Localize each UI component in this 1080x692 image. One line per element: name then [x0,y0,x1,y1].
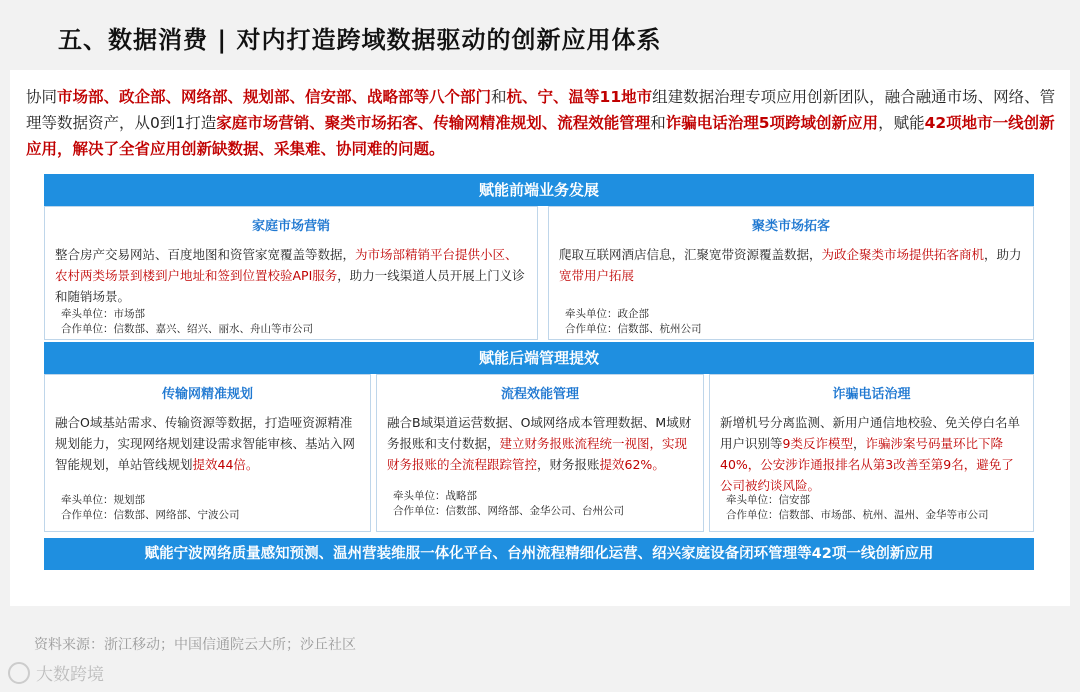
panel-text-segment: 整合房产交易网站、百度地图和资管家宽覆盖等数据， [55,247,356,262]
lead-unit: 牵头单位：规划部 [61,494,145,506]
panel-cluster-marketing [548,206,1034,340]
panel-text [559,244,1023,286]
panel-highlight: 宽带用户拓展 [559,268,635,283]
panel-meta [393,489,624,519]
panel-title: 聚类市场拓客 [751,219,830,234]
coop-unit: 合作单位：信数部、网络部、金华公司、台州公司 [393,505,624,517]
panel-process-efficiency [376,374,704,532]
panel-text-segment: 融合B域渠道运营数据、O域网络成本管理数据、M域财务报账和支付数据， [387,415,692,451]
panel-title: 流程效能管理 [500,387,579,402]
panel-highlight: 诈骗涉案号码量环比下降40%，公安涉诈通报排名从第3改善至第9名，避免了公司被约谈风险。 [720,436,1014,493]
intro-highlight: 市场部、政企部、网络部、规划部、信安部、战略部等八个部门 [57,88,492,106]
panel-title: 传输网精准规划 [161,387,253,402]
lead-unit: 牵头单位：战略部 [393,490,477,502]
panel-highlight: 为政企聚类市场提供拓客商机 [821,247,985,262]
panel-text-segment: 爬取互联网酒店信息，汇聚宽带资源覆盖数据， [559,247,822,262]
panel-transport-planning [44,374,371,532]
panel-text-segment: ， [852,436,866,451]
intro-text: 和 [650,114,666,132]
panel-text-segment: 新增机号分离监测、新用户通信地校验、免关停白名单用户识别等 [720,415,1021,451]
source-note: 资料来源：浙江移动；中国信通院云大所；沙丘社区 [34,637,356,653]
front-band: 赋能前端业务发展 [44,174,1034,206]
intro-text: 组建数据治理专项应用创新团队，融合融通市场、网络、管理等数据资产，从0到1打造 [26,88,1056,132]
panel-home-marketing [44,206,538,340]
intro-highlight: 诈骗电话治理5项跨域创新应用 [665,114,879,132]
coop-unit: 合作单位：信数部、网络部、宁波公司 [61,509,240,521]
brand-label: 大数跨境 [36,665,104,685]
page-title: 五、数据消费 | 对内打造跨域数据驱动的创新应用体系 [58,26,662,54]
intro-text: ，赋能 [878,114,925,132]
back-band: 赋能后端管理提效 [44,342,1034,374]
intro-text: 和 [491,88,507,106]
panel-title: 家庭市场营销 [251,219,330,234]
watermark-brand [8,660,104,685]
panel-meta [565,307,702,337]
coop-unit: 合作单位：信数部、市场部、杭州、温州、金华等市公司 [726,509,989,521]
intro-highlight: 42项地市一线创新应用，解决了全省应用创新缺数据、采集难、协同难的问题。 [26,114,1055,158]
logo-icon [8,662,30,684]
lead-unit: 牵头单位：市场部 [61,308,145,320]
panel-fraud-governance [709,374,1034,532]
panel-highlight: 建立财务报账流程统一视图，实现财务报账的全流程跟踪管控 [387,436,688,472]
intro-paragraph [26,84,1056,162]
panel-highlight: 9类反诈模型 [782,436,853,451]
coop-unit: 合作单位：信数部、嘉兴、绍兴、丽水、舟山等市公司 [61,323,313,335]
panel-highlight: 提效44倍。 [192,457,259,472]
panel-meta [726,493,989,523]
panel-text [55,244,527,307]
panel-text-segment: ，助力 [984,247,1022,262]
intro-highlight: 家庭市场营销、聚类市场拓客、传输网精准规划、流程效能管理 [216,114,651,132]
intro-text: 协同 [26,88,58,106]
panel-highlight: 为市场部精销平台提供小区、农村两类场景到楼到户地址和签到位置校验API服务 [55,247,518,283]
panel-highlight: 提效62%。 [599,457,665,472]
coop-unit: 合作单位：信数部、杭州公司 [565,323,702,335]
panel-text-segment: ，助力一线渠道人员开展上门义诊和随销场景。 [55,268,525,304]
panel-meta [61,307,313,337]
panel-text [55,412,360,475]
panel-text [720,412,1023,496]
panel-text [387,412,693,475]
lead-unit: 牵头单位：信安部 [726,494,810,506]
panel-meta [61,493,240,523]
intro-highlight: 杭、宁、温等11地市 [506,88,653,106]
panel-text-segment: 融合O域基站需求、传输资源等数据，打造哑资源精准规划能力，实现网络规划建设需求智能审核、基站入网智能规划，单站管线规划 [55,415,356,472]
panel-text-segment: ，财务报账 [537,457,600,472]
panel-title: 诈骗电话治理 [832,387,911,402]
bottom-band: 赋能宁波网络质量感知预测、温州营装维服一体化平台、台州流程精细化运营、绍兴家庭设备闭环管理等42项一线创新应用 [44,538,1034,570]
content-card [10,70,1070,606]
lead-unit: 牵头单位：政企部 [565,308,649,320]
